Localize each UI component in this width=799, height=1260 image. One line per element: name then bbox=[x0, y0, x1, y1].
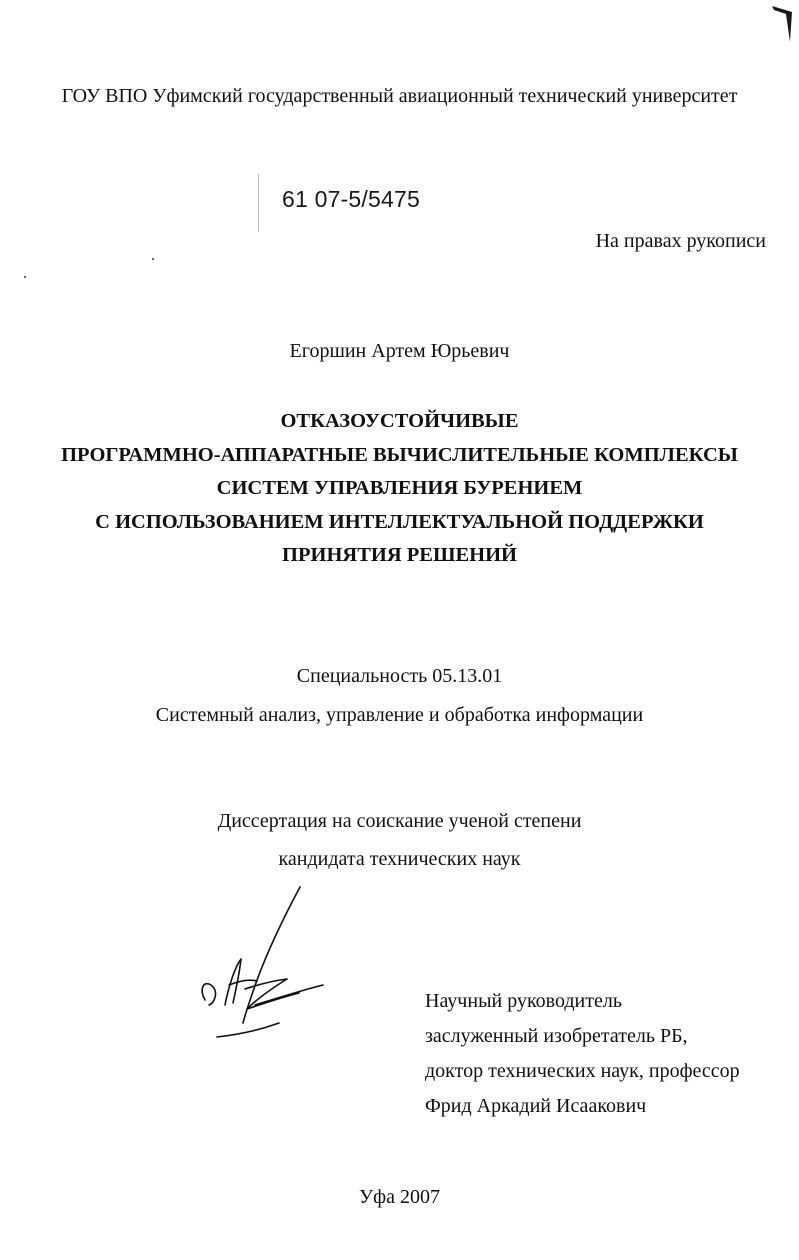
institution-name: ГОУ ВПО Уфимский государственный авиационный технический университет bbox=[61, 85, 738, 107]
title-line: ПРИНЯТИЯ РЕШЕНИЙ bbox=[282, 544, 517, 566]
place-year: Уфа 2007 bbox=[359, 1186, 440, 1208]
manuscript-rights: На правах рукописи bbox=[595, 230, 766, 252]
scan-speck bbox=[24, 276, 26, 278]
degree-line-1: Диссертация на соискание ученой степени bbox=[217, 810, 582, 832]
specialty-name: Системный анализ, управление и обработка информации bbox=[155, 704, 644, 726]
archive-stamp: 61 07-5/5475 bbox=[282, 186, 420, 212]
specialty-code: Специальность 05.13.01 bbox=[296, 665, 503, 687]
supervisor-name: Фрид Аркадий Исаакович bbox=[425, 1095, 647, 1117]
degree-line-2: кандидата технических наук bbox=[278, 848, 521, 870]
supervisor-honor: заслуженный изобретатель РБ, bbox=[425, 1025, 688, 1047]
title-line: ПРОГРАММНО-АППАРАТНЫЕ ВЫЧИСЛИТЕЛЬНЫЕ КОМПЛЕКСЫ bbox=[61, 443, 738, 466]
supervisor-block bbox=[425, 986, 740, 1126]
supervisor-label: Научный руководитель bbox=[425, 990, 622, 1012]
author-name: Егоршин Артем Юрьевич bbox=[289, 340, 510, 362]
scan-corner-mark bbox=[770, 4, 796, 44]
title-line: С ИСПОЛЬЗОВАНИЕМ ИНТЕЛЛЕКТУАЛЬНОЙ ПОДДЕРЖКИ bbox=[95, 510, 704, 533]
title-line: ОТКАЗОУСТОЙЧИВЫЕ bbox=[280, 410, 519, 432]
title-line: СИСТЕМ УПРАВЛЕНИЯ БУРЕНИЕМ bbox=[216, 477, 583, 499]
handwritten-signature bbox=[195, 885, 335, 1045]
scan-speck bbox=[152, 258, 154, 260]
stamp-edge-line bbox=[258, 174, 259, 232]
dissertation-title bbox=[0, 405, 799, 573]
supervisor-degree: доктор технических наук, профессор bbox=[425, 1060, 740, 1082]
